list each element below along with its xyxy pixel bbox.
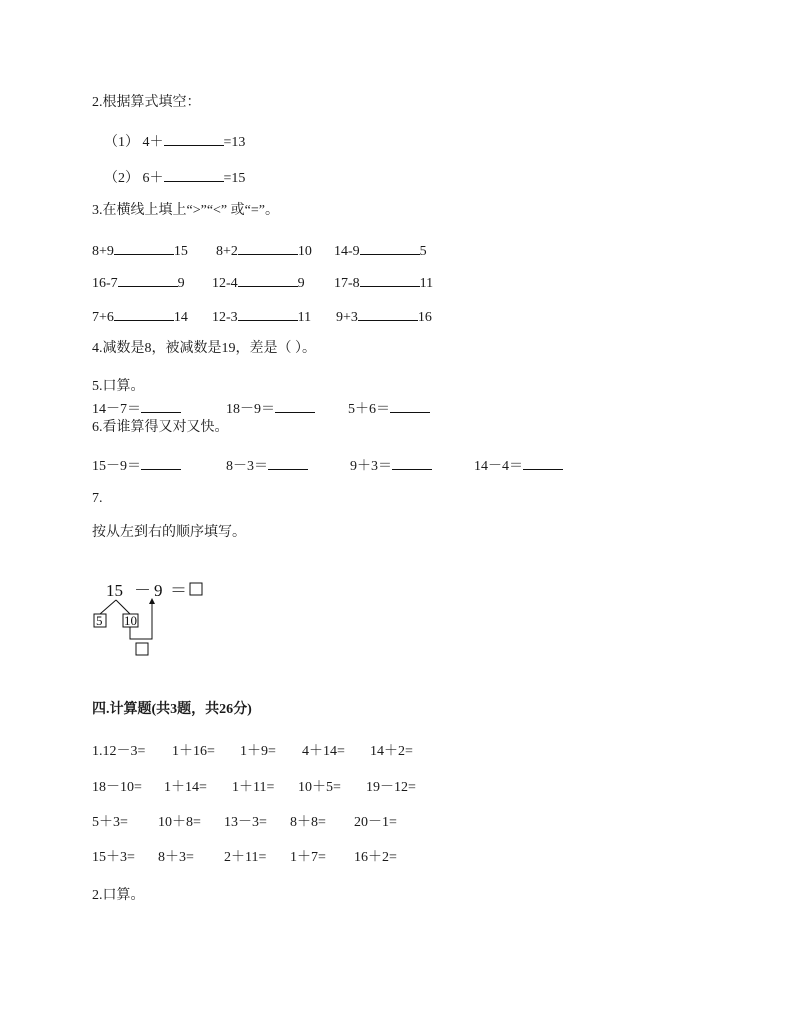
section-title: 四.计算题(共3题，共26分): [92, 702, 252, 717]
compare-blank[interactable]: [118, 272, 178, 287]
calc-expr: 1＋7=: [290, 850, 326, 865]
calc-expr: 10＋5=: [298, 780, 341, 795]
compare-right: 9: [177, 276, 185, 291]
answer-blank[interactable]: [141, 398, 181, 413]
mental-calc-expr: 14－7＝: [92, 402, 141, 417]
compare-left: 8+9: [92, 244, 114, 259]
calc-expr: 13－3=: [224, 815, 267, 830]
compare-right: 10: [297, 244, 312, 259]
quick-calc-expr: 15－9＝: [92, 459, 141, 474]
calc-expr: 5＋3=: [92, 815, 128, 830]
q5-title: 5.口算。: [92, 379, 145, 394]
compare-right: 16: [417, 310, 432, 325]
compare-blank[interactable]: [238, 272, 298, 287]
compare-left: 7+6: [92, 310, 114, 325]
answer-blank[interactable]: [141, 455, 181, 470]
calc-expr: 14＋2=: [370, 744, 413, 759]
quick-calc-expr: 8－3＝: [226, 459, 268, 474]
answer-blank[interactable]: [164, 131, 224, 146]
part-number-10: 10: [124, 613, 137, 628]
compare-left: 12-4: [212, 276, 238, 291]
compare-right: 9: [297, 276, 305, 291]
answer-blank[interactable]: [164, 167, 224, 182]
calc-expr: 1＋9=: [240, 744, 276, 759]
branch-left: [100, 600, 116, 614]
compare-left: 17-8: [334, 276, 360, 291]
calc-expr: 1＋14=: [164, 780, 207, 795]
result-box[interactable]: [190, 583, 202, 595]
part-number-5: 5: [96, 613, 103, 628]
calc-expr: 15＋3=: [92, 850, 135, 865]
subtrahend-number: 9: [154, 581, 163, 600]
answer-blank[interactable]: [390, 398, 430, 413]
answer-blank[interactable]: [523, 455, 563, 470]
calc2-title: 2.口算。: [92, 888, 145, 903]
q2-item-1: [104, 131, 245, 152]
compare-blank[interactable]: [114, 240, 174, 255]
calc-expr: 18－10=: [92, 780, 142, 795]
calc-expr: 16＋2=: [354, 850, 397, 865]
q2-item-result: =15: [223, 171, 246, 186]
q3-title: 3.在横线上填上“>”“<” 或“=”。: [92, 203, 279, 218]
minuend-number: 15: [106, 581, 123, 600]
calc-expr: 1＋16=: [172, 744, 215, 759]
q2-title: 2.根据算式填空：: [92, 95, 201, 110]
q2-item-expr: 6＋: [142, 171, 164, 186]
q6-title: 6.看谁算得又对又快。: [92, 420, 229, 435]
calc-expr: 19－12=: [366, 780, 416, 795]
compare-blank[interactable]: [358, 306, 418, 321]
q2-item-expr: 4＋: [142, 135, 164, 150]
calc-expr: 1.12－3=: [92, 744, 146, 759]
q7-instruction: 按从左到右的顺序填写。: [92, 525, 246, 540]
quick-calc-expr: 14－4＝: [474, 459, 523, 474]
answer-blank[interactable]: [268, 455, 308, 470]
q2-item-label: （2）: [104, 171, 139, 186]
calc-expr: 8＋8=: [290, 815, 326, 830]
compare-blank[interactable]: [238, 240, 298, 255]
compare-blank[interactable]: [360, 272, 420, 287]
compare-blank[interactable]: [114, 306, 174, 321]
calc-expr: 20－1=: [354, 815, 397, 830]
compare-left: 14-9: [334, 244, 360, 259]
answer-blank[interactable]: [275, 398, 315, 413]
quick-calc-expr: 9＋3＝: [350, 459, 392, 474]
calc-expr: 10＋8=: [158, 815, 201, 830]
branch-right: [116, 600, 130, 614]
decomposition-diagram: [90, 576, 230, 662]
mental-calc-expr: 18－9＝: [226, 402, 275, 417]
mental-calc-expr: 5＋6＝: [348, 402, 390, 417]
minus-sign: －: [134, 581, 151, 600]
q4-text: 4.减数是8，被减数是19，差是（ ）。: [92, 341, 316, 356]
calc-expr: 8＋3=: [158, 850, 194, 865]
q2-item-result: =13: [223, 135, 246, 150]
compare-right: 5: [419, 244, 427, 259]
calc-expr: 2＋11=: [224, 850, 267, 865]
q7-number: 7.: [92, 491, 103, 506]
intermediate-box[interactable]: [136, 643, 148, 655]
compare-right: 11: [297, 310, 312, 325]
compare-right: 11: [419, 276, 434, 291]
compare-left: 16-7: [92, 276, 118, 291]
equals-sign: ＝: [170, 581, 187, 600]
calc-expr: 4＋14=: [302, 744, 345, 759]
answer-blank[interactable]: [392, 455, 432, 470]
compare-right: 15: [173, 244, 188, 259]
compare-left: 8+2: [216, 244, 238, 259]
calc-expr: 1＋11=: [232, 780, 275, 795]
q2-item-2: [104, 167, 245, 188]
compare-left: 9+3: [336, 310, 358, 325]
compare-left: 12-3: [212, 310, 238, 325]
compare-blank[interactable]: [238, 306, 298, 321]
q2-item-label: （1）: [104, 135, 139, 150]
compare-blank[interactable]: [360, 240, 420, 255]
compare-right: 14: [173, 310, 188, 325]
